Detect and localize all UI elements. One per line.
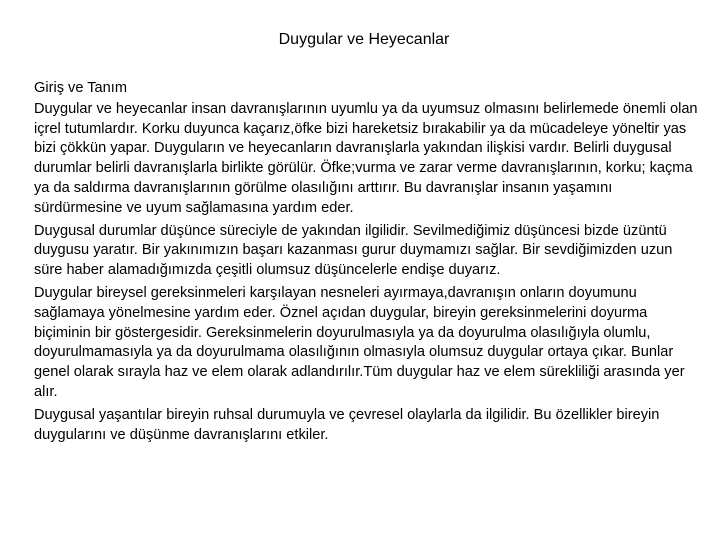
paragraph-2: Duygusal durumlar düşünce süreciyle de yakından ilgilidir. Sevilmediğimiz düşüncesi bizde üzüntü duygusu yaratır. Bir yakınımızın başarı kazanması gurur duymamızı sağlar. Bir sevdiğimizden uzun süre haber alamadığımızda çeşitli olumsuz düşüncelerle endişe duyarız. [34, 222, 673, 279]
paragraph-3: Duygular bireysel gereksinmeleri karşılayan nesneleri ayırmaya,davranışın onların doyumunu sağlamaya yönelmesine yardım eder. Öznel açıdan duygular, bireyin gereksinmelerini doyurma biçiminin bir göstergesidir. Gereksinmelerin doyurulmasıyla ya da doyurulma olasılığıyla olumlu, doyurulmamasıyla ya da doyurulmama olasılığının olmasıyla olumsuz duygular ortaya çıkar. Bunlar genel olarak sırayla haz ve elem olarak adlandırılır.Tüm duygular haz ve elem sürekliliği arasında yer alır. [34, 284, 685, 400]
section-heading: Giriş ve Tanım [34, 80, 127, 96]
slide-title: Duygular ve Heyecanlar [278, 31, 450, 48]
slide-body [34, 79, 702, 448]
paragraph-1: Duygular ve heyecanlar insan davranışlarının uyumlu ya da uyumsuz olmasını belirlemede önemli olan içrel tutumlardır. Korku duyunca kaçarız,öfke bizi hareketsiz bırakabilir ya da mücadeleye yöneltir yas bizi çökkün yapar. Duyguların ve heyecanların davranışlarla yakından ilişkisi vardır. Belirli duygusal durumlar belirli davranışlarla birlikte görülür. Öfke;vurma ve zarar verme davranışlarının, korku; kaçma ya da saldırma davranışlarının görülme olasılığını arttırır. Bu davranışlar insanın yaşamını sürdürmesine ve uyum sağlamasına yardım eder. [34, 100, 698, 216]
paragraph-4: Duygusal yaşantılar bireyin ruhsal durumuyla ve çevresel olaylarla da ilgilidir. Bu özellikler bireyin duygularını ve düşünme davranışlarını etkiler. [34, 406, 660, 443]
